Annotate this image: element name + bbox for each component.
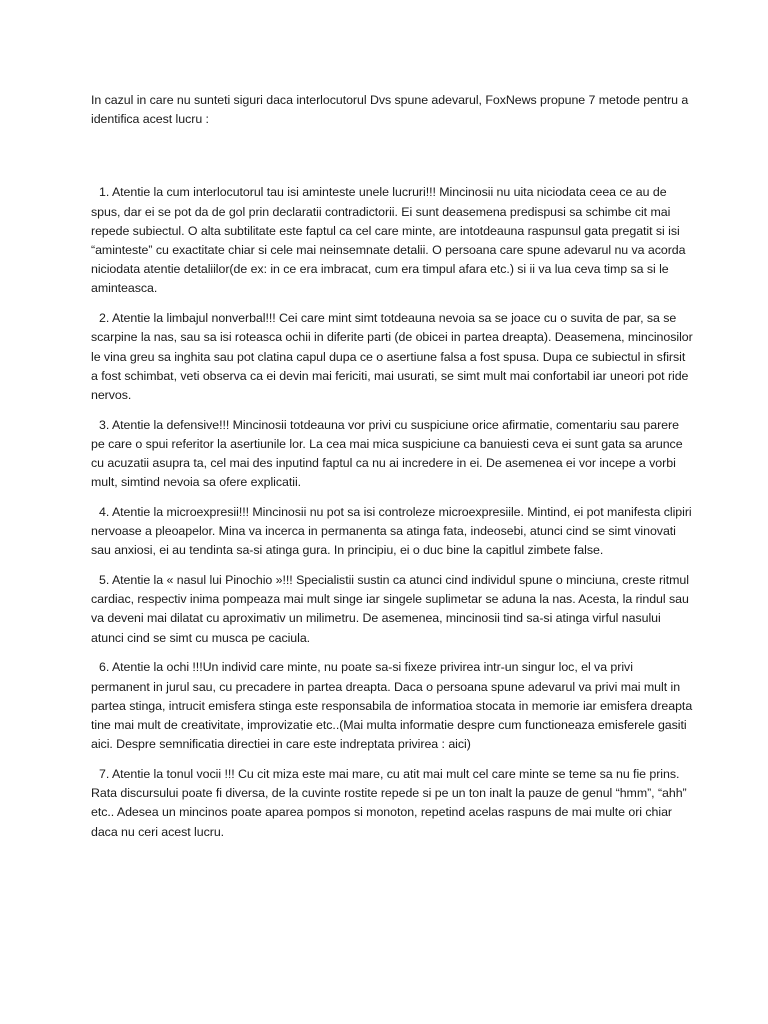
tip-paragraph-6: 6. Atentie la ochi !!!Un individ care minte, nu poate sa-si fixeze privirea intr-un singur loc, el va privi permanent in jurul sau, cu precadere in partea dreapta. Daca o persoana spune adevarul va privi mai mult in partea stinga, intrucit emisfera stinga este responsabila de informatioa stocata in memorie iar emisfera dreapta tine mai mult de creativitate, improvizatie etc..(Mai multa informatie despre cum functioneaza emisferele gasiti aici. Despre semnificatia directiei in care este indreptata privirea : aici) [91,660,693,752]
intro-paragraph: In cazul in care nu sunteti siguri daca interlocutorul Dvs spune adevarul, FoxNews propune 7 metode pentru a identifica acest lucru : [91,93,689,127]
tip-paragraph-3: 3. Atentie la defensive!!! Mincinosii totdeauna vor privi cu suspiciune orice afirmatie, comentariu sau parere pe care o spui referitor la asertiunile lor. La cea mai mica suspiciune ca banuiesti ceva ei sunt gata sa arunce cu acuzatii asupra ta, cel mai des inputind faptul ca nu ai incredere in ei. De asemenea ei vor incepe a vorbi mult, simtind nevoia sa ofere explicatii. [91,417,683,490]
tip-paragraph-4: 4. Atentie la microexpresii!!! Mincinosii nu pot sa isi controleze microexpresiile. Mintind, ei pot manifesta clipiri nervoase a pleoapelor. Mina va incerca in permanenta sa atinga fata, indeosebi, atunci cind se simt vinovati sau anxiosi, ei au tendinta sa-si atinga gura. In principiu, ei o duc bine la capitlul zimbete false. [91,504,692,558]
tip-paragraph-2: 2. Atentie la limbajul nonverbal!!! Cei care mint simt totdeauna nevoia sa se joace cu o suvita de par, sa se scarpine la nas, sau sa isi roteasca ochii in diferite parti (de obicei in partea dreapta). Deasemena, mincinosilor le vina greu sa inghita sau pot clatina capul dupa ce o asertiune falsa a fost spusa. Dupa ce subiectul in sfirsit a fost schimbat, veti observa ca ei devin mai fericiti, mai usurati, se simt mult mai confortabil iar uneori pot ride nervos. [91,311,693,402]
tip-paragraph-5: 5. Atentie la « nasul lui Pinochio »!!! Specialistii sustin ca atunci cind individul spune o minciuna, creste ritmul cardiac, respectiv inima pompeaza mai mult singe iar singele suplimetar se aduna la nas. Acesta, la rindul sau va deveni mai dilatat cu aproximativ un milimetru. De asemenea, mincinosii tind sa-si atinga virful nasului atunci cind se simt cu musca pe caciula. [91,573,689,645]
tip-paragraph-7: 7. Atentie la tonul vocii !!! Cu cit miza este mai mare, cu atit mai mult cel care minte se teme sa nu fie prins. Rata discursului poate fi diversa, de la cuvinte rostite repede si pe un ton inalt la pauze de genul “hmm”, “ahh” etc.. Adesea un mincinos poate aparea pompos si monoton, repetind acelas raspuns de mai multe ori chiar daca nu ceri acest lucru. [91,766,687,839]
document-body [91,91,695,852]
tip-paragraph-1: 1. Atentie la cum interlocutorul tau isi aminteste unele lucruri!!! Mincinosii nu uita niciodata ceea ce au de spus, dar ei se pot da de gol prin declaratii contradictorii. Ei sunt deasemena predispusi sa schimbe cit mai repede subiectul. O alta subtilitate este faptul ca cel care minte, are intotdeauna raspunsul gata pregatit si isi “aminteste” cu exactitate chiar si cele mai neinsemnate detalii. O persoana care spune adevarul nu va acorda niciodata atentie detaliilor(de ex: in ce era imbracat, cum era timpul afara etc.) si ii va lua ceva timp sa si le aminteasca. [91,185,686,296]
